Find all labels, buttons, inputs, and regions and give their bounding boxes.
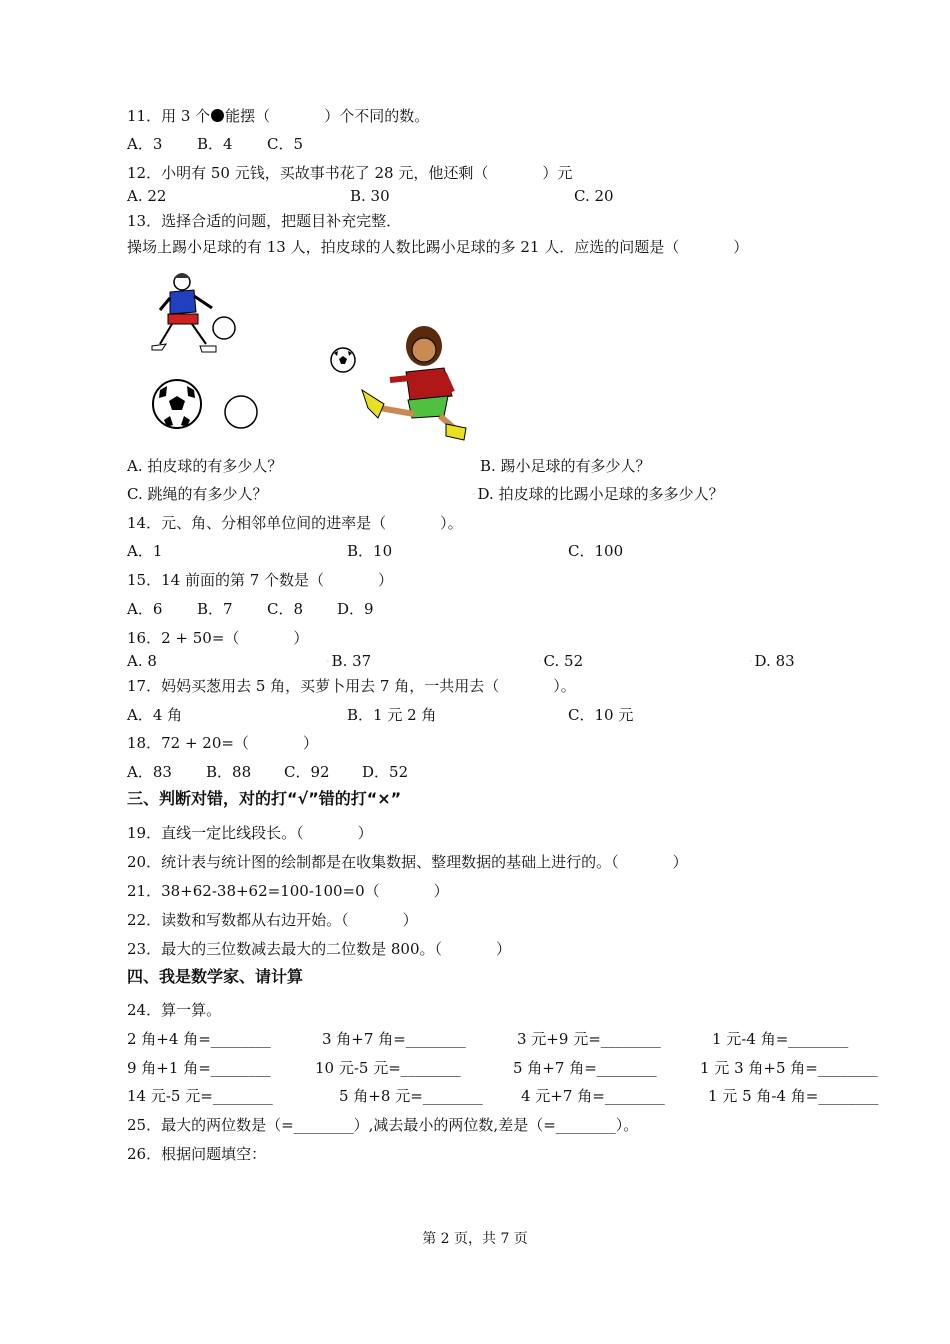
- calc-item[interactable]: 5 角+8 元=________: [339, 1087, 483, 1105]
- question-22: [127, 910, 418, 930]
- question-14: [127, 513, 463, 533]
- question-24-title: 24．算一算。: [127, 1001, 222, 1019]
- question-23: [127, 939, 511, 959]
- question-13-line2: [127, 237, 748, 257]
- question-14-text: 14．元、角、分相邻单位间的进率是（: [127, 514, 387, 532]
- question-11-text-2: 能摆（: [225, 107, 271, 125]
- question-21-end: ）: [433, 882, 449, 900]
- calc-item[interactable]: 5 角+7 角=________: [513, 1059, 657, 1077]
- question-23-end: ）: [496, 940, 512, 958]
- question-16: [127, 628, 308, 648]
- q13-option-d[interactable]: ◦ D. 拍皮球的比踢小足球的多多少人？: [472, 485, 724, 503]
- question-13-text: 操场上踢小足球的有 13 人，拍皮球的人数比踢小足球的多 21 人．应选的问题是（: [127, 238, 680, 256]
- q14-option-b[interactable]: B．10: [347, 542, 393, 560]
- question-12-end: ）元: [542, 164, 573, 182]
- question-14-end: ）。: [440, 514, 463, 532]
- q14-option-c[interactable]: C．100: [568, 542, 624, 560]
- q16-option-b-text: B. 37: [331, 652, 372, 670]
- q16-option-c[interactable]: ◦ C. 52: [538, 652, 584, 670]
- question-17: [127, 676, 576, 696]
- question-18: [127, 733, 318, 753]
- q18-option-a[interactable]: A．83: [127, 763, 172, 781]
- q13-option-a[interactable]: A. 拍皮球的有多少人？: [127, 457, 283, 475]
- question-23-text: 23．最大的三位数减去最大的二位数是 800。（: [127, 940, 442, 958]
- q18-option-b[interactable]: B．88: [206, 763, 252, 781]
- q12-option-b[interactable]: B. 30: [350, 187, 390, 205]
- calc-item[interactable]: 1 元 3 角+5 角=________: [700, 1059, 878, 1077]
- question-11-end: ）个不同的数。: [324, 107, 430, 125]
- question-20: [127, 852, 688, 872]
- question-26: 26．根据问题填空：: [127, 1145, 267, 1163]
- question-22-end: ）: [402, 911, 418, 929]
- question-19-end: ）: [357, 824, 373, 842]
- calc-item[interactable]: 14 元-5 元=________: [127, 1087, 273, 1105]
- question-17-end: ）。: [553, 677, 576, 695]
- soccer-ball-icon: [153, 380, 201, 428]
- small-soccer-ball-icon: [331, 348, 355, 372]
- question-21-text: 21．38+62-38+62=100-100=0（: [127, 882, 380, 900]
- q15-option-c[interactable]: C．8: [267, 600, 304, 618]
- calc-item[interactable]: 1 元 5 角-4 角=________: [708, 1087, 879, 1105]
- question-12: [127, 163, 572, 183]
- q18-option-d[interactable]: D．52: [362, 763, 409, 781]
- calc-item[interactable]: 3 元+9 元=________: [517, 1030, 661, 1048]
- question-20-text: 20．统计表与统计图的绘制都是在收集数据、整理数据的基础上进行的。（: [127, 853, 619, 871]
- q13-option-b[interactable]: B. 踢小足球的有多少人？: [480, 457, 651, 475]
- football-illustration: [140, 268, 480, 448]
- question-22-text: 22．读数和写数都从右边开始。（: [127, 911, 349, 929]
- q17-option-a[interactable]: A．4 角: [127, 706, 183, 724]
- section-4-heading: 四、我是数学家、请计算: [127, 967, 304, 986]
- q15-option-b[interactable]: B．7: [197, 600, 233, 618]
- q13-option-c[interactable]: C. 跳绳的有多少人？: [127, 485, 268, 503]
- q12-option-a[interactable]: A. 22: [127, 187, 167, 205]
- question-11: [127, 106, 429, 126]
- q11-option-b[interactable]: B．4: [197, 135, 233, 153]
- q15-option-d[interactable]: D．9: [337, 600, 374, 618]
- girl-figure: [362, 326, 466, 440]
- q16-option-b[interactable]: ◦ B. 37: [326, 652, 372, 670]
- question-16-text: 16．2 + 50=（: [127, 629, 240, 647]
- boy-figure: [152, 273, 216, 352]
- q16-option-c-text: C. 52: [543, 652, 584, 670]
- q12-option-c[interactable]: C. 20: [574, 187, 614, 205]
- calc-item[interactable]: 9 角+1 角=________: [127, 1059, 271, 1077]
- question-19-text: 19．直线一定比线段长。（: [127, 824, 304, 842]
- calc-item[interactable]: 4 元+7 角=________: [521, 1087, 665, 1105]
- question-21: [127, 881, 449, 901]
- question-13-end: ）: [733, 238, 749, 256]
- q18-option-c[interactable]: C．92: [284, 763, 330, 781]
- q16-option-d[interactable]: ◦ D. 83: [749, 652, 795, 670]
- question-15: [127, 570, 393, 590]
- q17-option-b[interactable]: B．1 元 2 角: [347, 706, 437, 724]
- question-15-text: 15．14 前面的第 7 个数是（: [127, 571, 325, 589]
- q16-option-d-text: D. 83: [754, 652, 795, 670]
- q11-option-a[interactable]: A．3: [127, 135, 163, 153]
- q13-option-d-text: D. 拍皮球的比踢小足球的多多少人？: [477, 485, 724, 503]
- calc-item[interactable]: 1 元-4 角=________: [712, 1030, 849, 1048]
- question-19: [127, 823, 373, 843]
- q14-option-a[interactable]: A．1: [127, 542, 163, 560]
- question-11-text: 11．用 3 个: [127, 107, 211, 125]
- q15-option-a[interactable]: A．6: [127, 600, 163, 618]
- q11-option-c[interactable]: C．5: [267, 135, 304, 153]
- question-15-end: ）: [378, 571, 394, 589]
- q17-option-c[interactable]: C．10 元: [568, 706, 634, 724]
- question-18-end: ）: [302, 734, 318, 752]
- section-3-heading: 三、判断对错，对的打“√”错的打“×”: [127, 789, 402, 808]
- calc-item[interactable]: 3 角+7 角=________: [322, 1030, 466, 1048]
- question-16-end: ）: [293, 629, 309, 647]
- question-13-line1: 13．选择合适的问题，把题目补充完整．: [127, 212, 402, 230]
- filled-circle-icon: [211, 109, 224, 122]
- question-12-text: 12．小明有 50 元钱，买故事书花了 28 元，他还剩（: [127, 164, 489, 182]
- calc-item[interactable]: 10 元-5 元=________: [315, 1059, 461, 1077]
- question-25: 25．最大的两位数是（=________）,减去最小的两位数,差是（=________）。: [127, 1116, 639, 1134]
- rubber-ball-icon: [225, 396, 257, 428]
- question-18-text: 18．72 + 20=（: [127, 734, 249, 752]
- q16-option-a[interactable]: A. 8: [127, 652, 157, 670]
- page-footer: 第 2 页，共 7 页: [422, 1231, 528, 1247]
- question-17-text: 17．妈妈买葱用去 5 角，买萝卜用去 7 角，一共用去（: [127, 677, 500, 695]
- calc-item[interactable]: 2 角+4 角=________: [127, 1030, 271, 1048]
- small-ball-icon: [213, 317, 235, 339]
- question-20-end: ）: [672, 853, 688, 871]
